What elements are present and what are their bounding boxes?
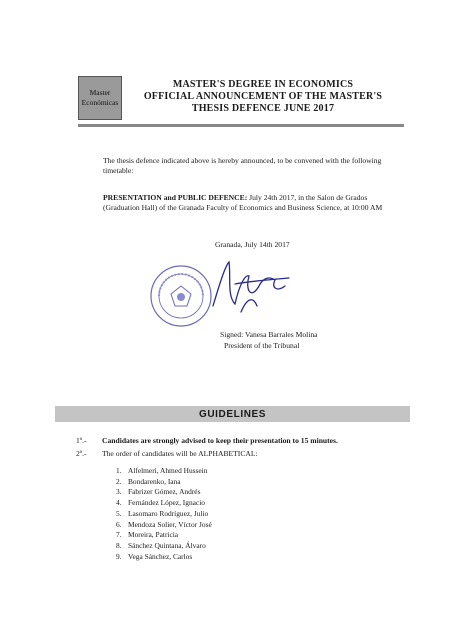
candidate-number: 9. xyxy=(116,551,122,561)
intro-paragraph: The thesis defence indicated above is hereby announced, to be convened with the following timetable: xyxy=(103,156,382,175)
candidate-name: Vega Sánchez, Carlos xyxy=(128,551,193,561)
candidate-name: Lasomaro Rodríguez, Julio xyxy=(128,508,209,518)
list-item xyxy=(116,466,316,477)
guideline-item-2 xyxy=(76,449,258,459)
candidate-name: Alfelmeri, Ahmed Hussein xyxy=(128,466,208,475)
guidelines-heading: GUIDELINES xyxy=(55,406,410,422)
list-item xyxy=(116,530,316,541)
header-title-line-1: MASTER'S DEGREE IN ECONOMICS xyxy=(172,79,354,90)
guideline-text: Candidates are strongly advised to keep their presentation to 15 minutes. xyxy=(102,436,338,445)
candidate-number: 7. xyxy=(116,530,122,540)
candidate-name: Fernández López, Ignacio xyxy=(128,498,205,508)
candidate-number: 8. xyxy=(116,540,122,550)
list-item xyxy=(116,541,316,552)
list-item xyxy=(116,509,316,520)
candidate-number: 2. xyxy=(116,476,122,486)
header-title-line-3: THESIS DEFENCE JUNE 2017 xyxy=(191,103,335,114)
candidate-name: Mendoza Solier, Víctor José xyxy=(128,519,212,529)
guideline-item-1 xyxy=(76,436,338,446)
list-item xyxy=(116,487,316,498)
list-item xyxy=(116,520,316,531)
candidate-name: Fabrizer Gómez, Andrés xyxy=(128,487,201,497)
logo-line-1: Master xyxy=(89,88,111,97)
guideline-number: 2º.- xyxy=(76,449,87,458)
candidate-number: 1. xyxy=(116,466,122,475)
presentation-label: PRESENTATION and PUBLIC DEFENCE: xyxy=(103,193,248,202)
presentation-paragraph xyxy=(103,193,403,213)
candidate-list xyxy=(116,466,316,562)
candidate-number: 6. xyxy=(116,519,122,529)
signer-name: Signed: Vanesa Barrales Molina xyxy=(220,330,318,339)
candidate-name: Bondarenko, Iana xyxy=(128,476,181,486)
candidate-number: 3. xyxy=(116,487,122,497)
signer-role: President of the Tribunal xyxy=(224,341,300,350)
candidate-number: 4. xyxy=(116,498,122,508)
logo-line-2: Económicas xyxy=(81,98,119,107)
presentation-text: July 24th 2017, in the Salon de Grados (Graduation Hall) of the Granada Faculty of Economics and Business Science, at 10:00 AM xyxy=(103,193,383,212)
candidate-name: Moreira, Patricia xyxy=(128,530,179,540)
document-header xyxy=(78,76,404,122)
master-logo xyxy=(78,76,122,120)
list-item xyxy=(116,552,316,563)
header-titles xyxy=(122,76,404,122)
date-place: Granada, July 14th 2017 xyxy=(215,240,290,249)
list-item xyxy=(116,498,316,509)
signature-icon xyxy=(205,256,295,318)
list-item xyxy=(116,477,316,488)
guideline-number: 1º.- xyxy=(76,436,87,445)
candidate-name: Sánchez Quintana, Álvaro xyxy=(128,540,206,550)
header-divider xyxy=(78,124,404,127)
header-title-line-2: OFFICIAL ANNOUNCEMENT OF THE MASTER'S xyxy=(143,91,383,102)
guideline-text: The order of candidates will be ALPHABETICAL: xyxy=(102,449,258,458)
university-seal-icon xyxy=(149,264,213,328)
candidate-number: 5. xyxy=(116,508,122,518)
